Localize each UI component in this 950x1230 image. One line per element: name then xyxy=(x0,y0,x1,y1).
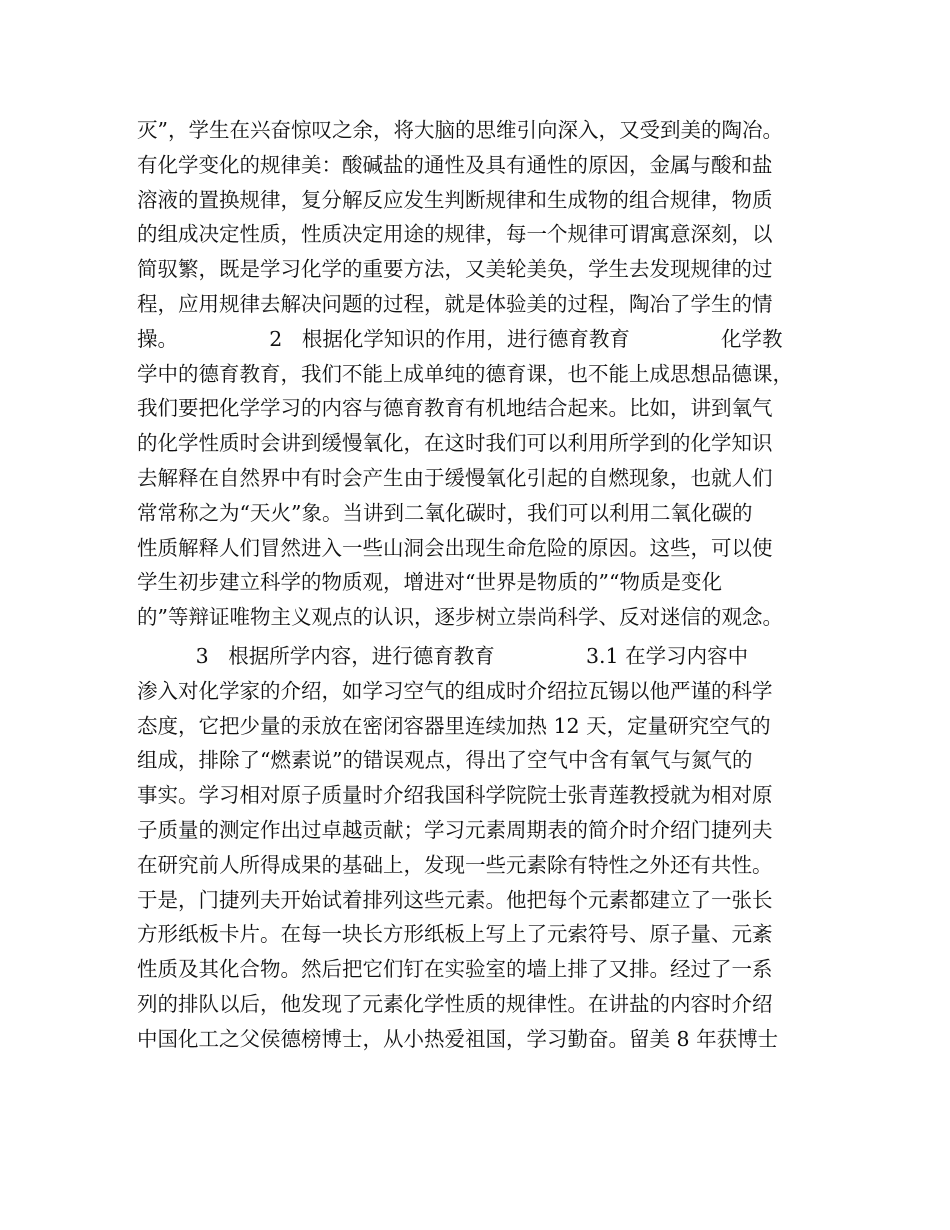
text-line: 我们要把化学学习的内容与德育教育有机地结合起来。比如，讲到氧气 xyxy=(137,396,773,421)
text-line: 的”等辩证唯物主义观点的认识，逐步树立崇尚科学、反对迷信的观念。 xyxy=(137,605,783,630)
text-line: 溶液的置换规律，复分解反应发生判断规律和生成物的组合规律，物质 xyxy=(137,187,773,212)
text-line: 学中的德育教育，我们不能上成单纯的德育课，也不能上成思想品德课， xyxy=(137,361,793,386)
text-line: 学生初步建立科学的物质观，增进对“世界是物质的”“物质是变化 xyxy=(137,570,722,595)
text-line: 于是，门捷列夫开始试着排列这些元素。他把每个元素都建立了一张长 xyxy=(137,887,773,912)
text-line: 的组成决定性质，性质决定用途的规律，每一个规律可谓寓意深刻，以 xyxy=(137,222,773,247)
text-line: 操。 2 根据化学知识的作用，进行德育教育 化学教 xyxy=(137,326,783,351)
text-line: 态度，它把少量的汞放在密闭容器里连续加热 12 天，定量研究空气的 xyxy=(137,713,771,738)
text-line: 中国化工之父侯德榜博士，从小热爱祖国，学习勤奋。留美 8 年获博士 xyxy=(137,1026,779,1051)
text-line: 在研究前人所得成果的基础上，发现一些元素除有特性之外还有共性。 xyxy=(137,852,773,877)
text-line: 简驭繁，既是学习化学的重要方法，又美轮美奂，学生去发现规律的过 xyxy=(137,257,773,282)
text-line: 程，应用规律去解决问题的过程，就是体验美的过程，陶冶了学生的情 xyxy=(137,291,773,316)
text-line: 去解释在自然界中有时会产生由于缓慢氧化引起的自燃现象，也就人们 xyxy=(137,465,773,490)
text-line: 方形纸板卡片。在每一块长方形纸板上写上了元索符号、原子量、元紊 xyxy=(137,922,773,947)
text-line: 列的排队以后，他发现了元素化学性质的规律性。在讲盐的内容时介绍 xyxy=(137,991,773,1016)
body-text xyxy=(137,113,827,1057)
text-line: 子质量的测定作出过卓越贡献；学习元素周期表的简介时介绍门捷列夫 xyxy=(137,817,773,842)
text-line: 的化学性质时会讲到缓慢氧化，在这时我们可以利用所学到的化学知识 xyxy=(137,431,773,456)
text-line: 有化学变化的规律美：酸碱盐的通性及具有通性的原因，金属与酸和盐 xyxy=(137,152,773,177)
text-line: 性质解释人们冒然进入一些山洞会出现生命危险的原因。这些，可以使 xyxy=(137,535,773,560)
text-line: 3 根据所学内容，进行德育教育 3.1 在学习内容中 xyxy=(137,643,749,668)
text-line: 性质及其化合物。然后把它们钉在实验室的墙上排了又排。经过了一系 xyxy=(137,957,773,982)
text-line: 组成，排除了“燃素说”的错误观点，得出了空气中含有氧气与氮气的 xyxy=(137,748,753,773)
text-line: 渗入对化学家的介绍，如学习空气的组成时介绍拉瓦锡以他严谨的科学 xyxy=(137,678,773,703)
text-line: 常常称之为“天火”象。当讲到二氧化碳时，我们可以利用二氧化碳的 xyxy=(137,500,753,525)
text-line: 事实。学习相对原子质量时介绍我国科学院院士张青莲教授就为相对原 xyxy=(137,783,773,808)
text-line: 灭”，学生在兴奋惊叹之余，将大脑的思维引向深入，又受到美的陶冶。 xyxy=(137,118,783,142)
